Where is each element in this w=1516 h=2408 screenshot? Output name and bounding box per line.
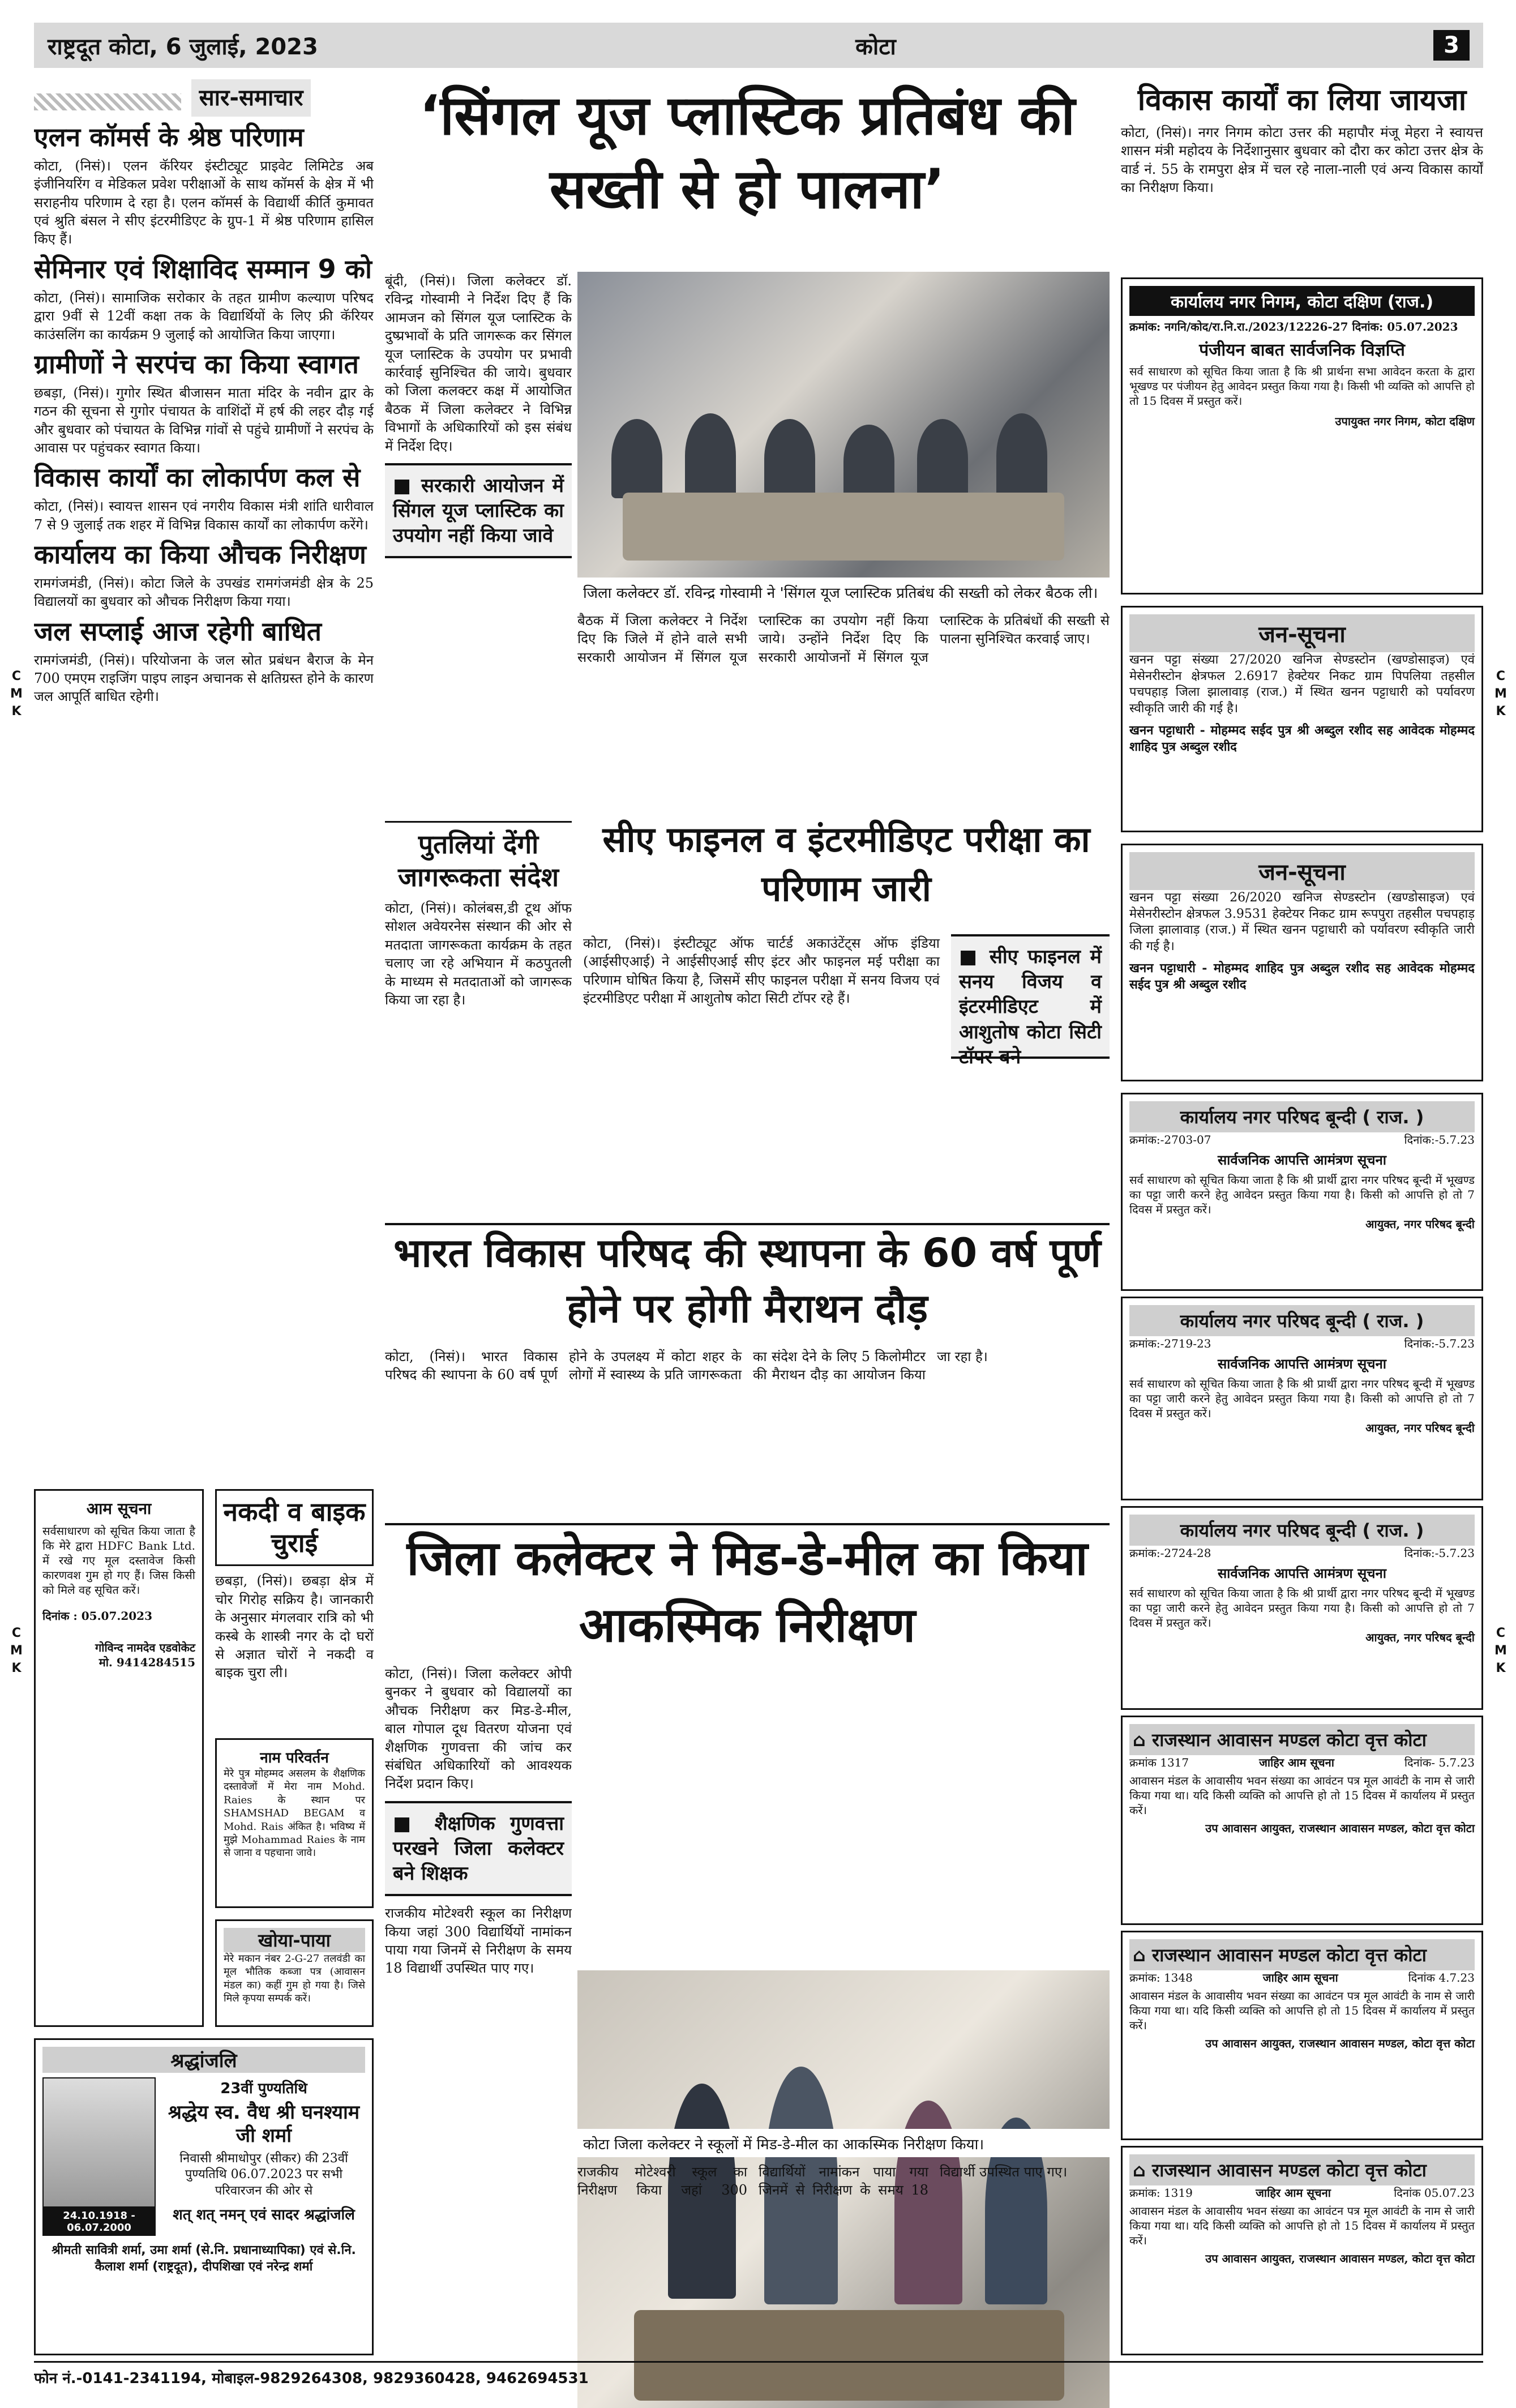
- lead-continue: [577, 611, 1110, 849]
- nigam-ref: क्रमांक: नगनि/कोद/रा.नि.रा./2023/12226-27 दिनांक: 05.07.2023: [1129, 320, 1458, 333]
- tribute-text: [162, 2077, 365, 2236]
- theft-story: [215, 1489, 374, 1727]
- brief-headline: कार्यालय का किया औचक निरीक्षण: [34, 539, 366, 570]
- avasan1-title: [1129, 1724, 1475, 1755]
- meeting-photo: [577, 272, 1110, 578]
- person-figure: [917, 419, 968, 498]
- lost-body: मेरे मकान नंबर 2-G-27 तलवंडी का मूल भौतिक कब्जा पत्र (आवासन मंडल का) कहीं गुम हो गया है। जिसे मिले कृपया सम्पर्क करें।: [224, 1953, 365, 2005]
- avasan2-sign: उप आवासन आयुक्त, राजस्थान आवासन मण्डल, कोटा वृत्त कोटा: [1205, 2037, 1475, 2050]
- name-change-box: [215, 1738, 374, 1908]
- lead-pullquote-text: सरकारी आयोजन में सिंगल यूज प्लास्टिक का उपयोग नहीं किया जावे: [393, 474, 564, 548]
- bundi2-body: सर्व साधारण को सूचित किया जाता है कि श्री प्रार्थी द्वारा नगर परिषद बून्दी में भूखण्ड का पट्टा जारी करने हेतु आवेदन प्रस्तुत किया गया है। किसी को आपत्ति हो तो 7 दिवस में प्रस्तुत करें।: [1129, 1377, 1475, 1420]
- ca-pullquote-text: सीए फाइनल में सनय विजय व इंटरमीडिएट में आशुतोष कोटा सिटी टॉपर बने: [959, 946, 1102, 1068]
- avasan1-sign: उप आवासन आयुक्त, राजस्थान आवासन मण्डल, कोटा वृत्त कोटा: [1205, 1821, 1475, 1835]
- mdm-pullquote-text: शैक्षणिक गुणवत्ता परखने जिला कलेक्टर बने शिक्षक: [393, 1812, 564, 1885]
- mdm-more: राजकीय मोटेश्वरी स्कूल का निरीक्षण किया जहां 300 विद्यार्थियों नामांकन पाया गया जिनमें से निरीक्षण के समय 18 विद्यार्थी उपस्थित पाए गए।: [385, 1905, 572, 1977]
- brief-headline: सेमिनार एवं शिक्षाविद सम्मान 9 को: [34, 253, 372, 284]
- lead-pullquote: [385, 463, 572, 559]
- ca-story: [583, 934, 1110, 1206]
- avasan1-sub: जाहिर आम सूचना: [1259, 1756, 1334, 1769]
- nigam-title: कार्यालय नगर निगम, कोटा दक्षिण (राज.): [1129, 286, 1475, 316]
- public-notice-box: [34, 1489, 204, 2027]
- mdm-body: कोटा, (निसं)। जिला कलेक्टर ओपी बुनकर ने बुधवार को विद्यालयों का औचक निरीक्षण कर मिड-डे-मील, बाल गोपाल दूध वितरण योजना एवं शैक्षणिक गुणवत्ता की जांच कर संबंधित अधिकारियों को आवश्यक निर्देश प्रदान किए।: [385, 1666, 572, 1792]
- avasan-notice-2: [1121, 1931, 1483, 2140]
- notice-title: आम सूचना: [86, 1499, 152, 1518]
- ca-pullquote: [951, 934, 1110, 1068]
- brief-body: रामगंजमंडी, (निसं)। कोटा जिले के उपखंड रामगंजमंडी क्षेत्र के 25 विद्यालयों का बुधवार को औचक निरीक्षण किया गया।: [34, 575, 374, 610]
- house-icon: ⌂: [1133, 1944, 1153, 1966]
- avasan2-sub: जाहिर आम सूचना: [1262, 1971, 1338, 1984]
- jan2-title: जन-सूचना: [1129, 852, 1475, 890]
- portrait-photo: [42, 2077, 156, 2208]
- brief-headline: ग्रामीणों ने सरपंच का किया स्वागत: [34, 348, 359, 379]
- marathon-body: कोटा, (निसं)। भारत विकास परिषद की स्थापना के 60 वर्ष पूर्ण होने के उपलक्ष्य में कोटा शहर के लोगों में स्वास्थ्य के प्रति जागरूकता का संदेश देने के लिए 5 किलोमीटर की मैराथन दौड़ का आयोजन किया जा रहा है।: [385, 1349, 988, 1383]
- bundi3-title: कार्यालय नगर परिषद बून्दी ( राज. ): [1129, 1515, 1475, 1546]
- nigam-sub: पंजीयन बाबत सार्वजनिक विज्ञप्ति: [1199, 340, 1405, 360]
- avasan2-title-text: राजस्थान आवासन मण्डल कोटा वृत्त कोटा: [1152, 1944, 1427, 1966]
- bundi2-sub: सार्वजनिक आपत्ति आमंत्रण सूचना: [1217, 1356, 1387, 1372]
- tribute-body: निवासी श्रीमाधोपुर (सीकर) की 23वीं पुण्यतिथि 06.07.2023 पर सभी परिवारजन की ओर से: [179, 2151, 348, 2198]
- puppet-story: [385, 815, 572, 1206]
- notice-mobile: मो. 9414284515: [99, 1656, 195, 1669]
- person-figure: [611, 419, 662, 498]
- brief-4: [34, 463, 374, 534]
- avasan3-no: क्रमांक: 1319: [1129, 2186, 1193, 2200]
- notice-name: गोविन्द नामदेव एडवोकेट: [95, 1641, 195, 1654]
- notice-body: सर्वसाधारण को सूचित किया जाता है कि मेरे द्वारा HDFC Bank Ltd. में रखे गए मूल दस्तावेज किसी कारणवश गुम हो गए हैं। जिस किसी को मिले वह सूचित करें।: [42, 1524, 195, 1597]
- tribute-name: श्रद्धेय स्व. वैध श्री घनश्याम जी शर्मा: [168, 2101, 360, 2147]
- puppet-body: कोटा, (निसं)। कोलंबस,डी टूथ ऑफ सोशल अवेयरनेस संस्थान की ओर से मतदाता जागरूकता कार्यक्रम के तहत चलाए जा रहे अभियान में कठपुतली के माध्यम से मतदाताओं को जागरूक किया जा रहा है।: [385, 900, 572, 1008]
- bundi2-title: कार्यालय नगर परिषद बून्दी ( राज. ): [1129, 1305, 1475, 1336]
- mdm-more-col: राजकीय मोटेश्वरी स्कूल का निरीक्षण किया जहां 300 विद्यार्थियों नामांकन पाया गया जिनमें से निरीक्षण के समय 18 विद्यार्थी उपस्थित पाए गए।: [577, 2164, 1068, 2199]
- vikas-headline: विकास कार्यों का लिया जायजा: [1137, 83, 1467, 117]
- mdm-pullquote: [385, 1801, 572, 1897]
- brief-headline: एलन कॉमर्स के श्रेष्ठ परिणाम: [34, 122, 304, 152]
- avasan3-title-text: राजस्थान आवासन मण्डल कोटा वृत्त कोटा: [1152, 2159, 1427, 2181]
- ca-body: कोटा, (निसं)। इंस्टीट्यूट ऑफ चार्टर्ड अकाउंटेंट्स ऑफ इंडिया (आईसीएआई) ने आईसीएआई सीए इंटर और फाइनल मई परीक्षा का परिणाम घोषित किया है, जिसमें सीए फाइनल परीक्षा में सनय विजय एवं इंटरमीडिएट परीक्षा में आशुतोष कोटा सिटी टॉपर रहे हैं।: [583, 935, 940, 1007]
- tribute-row: [42, 2077, 365, 2236]
- marathon-headline: भारत विकास परिषद की स्थापना के 60 वर्ष पूर्ण होने पर होगी मैराथन दौड़: [385, 1223, 1110, 1342]
- avasan-notice-3: [1121, 2146, 1483, 2355]
- meeting-table: [623, 493, 1064, 561]
- brief-body: रामगंजमंडी, (निसं)। परियोजना के जल स्रोत प्रबंधन बैराज के मेन 700 एमएम राइजिंग पाइप लाइन अचानक से क्षतिग्रस्त होने के कारण जल आपूर्ति बाधित रहेगी।: [34, 652, 374, 705]
- lead-headline: ‘सिंगल यूज प्लास्टिक प्रतिबंध की सख्ती से हो पालना’: [419, 84, 1076, 221]
- house-icon: ⌂: [1133, 2159, 1153, 2181]
- nigam-body: सर्व साधारण को सूचित किया जाता है कि श्री प्रार्थना सभा आवेदन करता के द्वारा भूखण्ड पर पंजीयन हेतु आवेदन प्रस्तुत किया गया है। किसी भी व्यक्ति को आपत्ति हो तो 15 दिवस में प्रस्तुत करें।: [1129, 365, 1475, 408]
- avasan2-title: [1129, 1939, 1475, 1970]
- jan1-title: जन-सूचना: [1129, 614, 1475, 652]
- mdm-story: [385, 1665, 572, 2355]
- brief-body: छबड़ा, (निसं)। गुगोर स्थित बीजासन माता मंदिर के नवीन द्वार के गठन की सूचना से गुगोर पंचायत के वाशिंदों में हर्ष की लहर दौड़ गई और बुधवार को पंचायत के विभिन्न गांवों से पहुंचे ग्रामीणों ने सरपंच के आवास पर पहुंचकर स्वागत किया।: [34, 384, 374, 456]
- person-figure: [685, 413, 736, 498]
- section-hatch: [34, 93, 181, 110]
- page-footer: फोन नं.-0141-2341194, मोबाइल-9829264308, 9829360428, 9462694531: [34, 2361, 1483, 2389]
- bundi-notice-1: [1121, 1093, 1483, 1291]
- bundi1-body: सर्व साधारण को सूचित किया जाता है कि श्री प्रार्थी द्वारा नगर परिषद बून्दी में भूखण्ड का पट्टा जारी करने हेतु आवेदन प्रस्तुत किया गया है। किसी को आपत्ति हो तो 7 दिवस में प्रस्तुत करें।: [1129, 1173, 1475, 1216]
- tribute-family: श्रीमती सावित्री शर्मा, उमा शर्मा (से.नि. प्रधानाध्यापिका) एवं से.नि. कैलाश शर्मा (राष्ट्रदूत), दीपशिखा एवं नरेन्द्र शर्मा: [52, 2243, 356, 2274]
- jan1-body: खनन पट्टा संख्या 27/2020 खनिज सेण्डस्टोन (खण्डोसाइज) एवं मेसेनरीस्टोन क्षेत्रफल 2.6917 हेक्टेयर निकट ग्राम पिपलिया तहसील पचपहाड़ जिला झालावाड़ (राज.) में स्थित खनन पट्टाधारी को पर्यावरण स्वीकृति जारी की गई है।: [1129, 653, 1475, 716]
- mdm-caption: कोटा जिला कलेक्टर ने स्कूलों में मिड-डे-मील का आकस्मिक निरीक्षण किया।: [577, 2129, 1110, 2157]
- jan1-holder: खनन पट्टाधारी - मोहम्मद सईद पुत्र श्री अब्दुल रशीद सह आवेदक मोहम्मद शाहिद पुत्र अब्दुल रशीद: [1129, 723, 1475, 754]
- left-news-column: [34, 79, 374, 1478]
- avasan-notice-1: [1121, 1716, 1483, 1925]
- avasan3-sub: जाहिर आम सूचना: [1256, 2186, 1331, 2200]
- bundi3-sub: सार्वजनिक आपत्ति आमंत्रण सूचना: [1217, 1566, 1387, 1581]
- brief-5: [34, 540, 374, 611]
- bundi1-meta: [1129, 1132, 1475, 1147]
- brief-6: [34, 617, 374, 706]
- person-figure: [996, 413, 1047, 498]
- name-change-title: नाम परिवर्तन: [260, 1750, 329, 1767]
- mdm-continue: [577, 2163, 1110, 2355]
- bundi1-sign: आयुक्त, नगर परिषद बून्दी: [1365, 1217, 1475, 1231]
- brief-2: [34, 254, 374, 344]
- cmk-mark-right-top: C M K: [1494, 669, 1507, 718]
- lead-more: बैठक में जिला कलेक्टर ने निर्देश दिए कि जिले में होने वाले सभी सरकारी आयोजन में सिंगल यूज प्लास्टिक का उपयोग नहीं किया जाये। उन्होंने निर्देश दिए कि सरकारी आयोजनों में सिंगल यूज प्लास्टिक के प्रतिबंधों की सख्ती से पालना सुनिश्चित करवाई जाए।: [577, 613, 1110, 665]
- avasan3-body: आवासन मंडल के आवासीय भवन संख्या का आवंटन पत्र मूल आवंटी के नाम से जारी किया गया था। यदि किसी व्यक्ति को आपत्ति हो तो 15 दिवस में कार्यालय में प्रस्तुत करें।: [1129, 2204, 1475, 2247]
- theft-body: छबड़ा, (निसं)। छबड़ा क्षेत्र में चोर गिरोह सक्रिय है। जानकारी के अनुसार मंगलवार रात्रि को भी कस्बे के शास्त्री नगर के दो घरों से अज्ञात चोरों ने नकदी व बाइक चुरा ली।: [215, 1573, 374, 1681]
- nigam-notice: [1121, 277, 1483, 594]
- avasan2-no: क्रमांक: 1348: [1129, 1971, 1193, 1984]
- avasan3-date: दिनांक 05.07.23: [1394, 2186, 1475, 2200]
- bundi2-no: क्रमांक:-2719-23: [1129, 1337, 1211, 1350]
- bundi2-sign: आयुक्त, नगर परिषद बून्दी: [1365, 1421, 1475, 1435]
- avasan1-title-text: राजस्थान आवासन मण्डल कोटा वृत्त कोटा: [1152, 1729, 1427, 1751]
- bundi3-date: दिनांक:-5.7.23: [1404, 1546, 1475, 1560]
- pull-marker-icon: ■: [393, 474, 422, 497]
- avasan2-meta: [1129, 1970, 1475, 1985]
- brief-headline: विकास कार्यों का लोकार्पण कल से: [34, 462, 361, 493]
- jan2-holder: खनन पट्टाधारी - मोहम्मद शाहिद पुत्र अब्दुल रशीद सह आवेदक मोहम्मद सईद पुत्र श्री अब्दुल रशीद: [1129, 961, 1475, 992]
- notice-date: दिनांक : 05.07.2023: [42, 1609, 153, 1623]
- bundi1-title: कार्यालय नगर परिषद बून्दी ( राज. ): [1129, 1101, 1475, 1132]
- bundi1-sub: सार्वजनिक आपत्ति आमंत्रण सूचना: [1217, 1152, 1387, 1168]
- page-number: 3: [1433, 30, 1470, 61]
- vikas-story: [1121, 79, 1483, 272]
- jan-suchna-1: [1121, 606, 1483, 832]
- avasan1-body: आवासन मंडल के आवासीय भवन संख्या का आवंटन पत्र मूल आवंटी के नाम से जारी किया गया था। यदि किसी व्यक्ति को आपत्ति हो तो 15 दिवस में कार्यालय में प्रस्तुत करें।: [1129, 1774, 1475, 1817]
- tribute-closing: शत् शत् नमन् एवं सादर श्रद्धांजलि: [173, 2206, 355, 2224]
- avasan1-date: दिनांक- 5.7.23: [1404, 1756, 1475, 1769]
- brief-headline: जल सप्लाई आज रहेगी बाधित: [34, 615, 322, 647]
- nigam-sign: उपायुक्त नगर निगम, कोटा दक्षिण: [1335, 414, 1475, 428]
- bundi2-meta: [1129, 1336, 1475, 1351]
- lead-body: बूंदी, (निसं)। जिला कलेक्टर डॉ. रविन्द्र गोस्वामी ने निर्देश दिए हैं कि आमजन को सिंगल यूज प्लास्टिक के दुष्प्रभावों के प्रति जागरूक कर सिंगल यूज प्लास्टिक के उपयोग पर प्रभावी कार्रवाई सुनिश्चित की जाये। बुधवार को जिला कलक्टर कक्ष में आयोजित बैठक में जिला कलेक्टर ने विभिन्न विभागों के अधिकारियों को इस संबंध में निर्देश दिए।: [385, 273, 572, 454]
- avasan1-no: क्रमांक 1317: [1129, 1756, 1189, 1769]
- divider: [385, 821, 572, 823]
- tribute-title: श्रद्धांजलि: [42, 2047, 365, 2073]
- bundi3-body: सर्व साधारण को सूचित किया जाता है कि श्री प्रार्थी द्वारा नगर परिषद बून्दी में भूखण्ड का पट्टा जारी करने हेतु आवेदन प्रस्तुत किया गया है। किसी को आपत्ति हो तो 7 दिवस में प्रस्तुत करें।: [1129, 1586, 1475, 1629]
- cmk-mark-left-bottom: C M K: [10, 1626, 23, 1675]
- vikas-body: कोटा, (निसं)। नगर निगम कोटा उत्तर की महापौर मंजू मेहरा ने स्वायत्त शासन मंत्री महोदय के निर्देशानुसार बुधवार को दौरा कर कोटा उत्तर क्षेत्र के वार्ड नं. 55 के रामपुरा क्षेत्र में चल रहे नाला-नाली एवं अन्य विकास कार्यों का निरीक्षण किया।: [1121, 124, 1483, 195]
- marathon-story: [385, 1348, 1110, 1517]
- tribute-photo-col: [42, 2077, 156, 2236]
- ca-headline: सीए फाइनल व इंटरमीडिएट परीक्षा का परिणाम जारी: [602, 819, 1090, 909]
- pull-marker-icon: ■: [959, 946, 990, 968]
- theft-head-box: [215, 1489, 374, 1566]
- avasan2-body: आवासन मंडल के आवासीय भवन संख्या का आवंटन पत्र मूल आवंटी के नाम से जारी किया गया था। यदि किसी व्यक्ति को आपत्ति हो तो 15 दिवस में कार्यालय में प्रस्तुत करें।: [1129, 1989, 1475, 2032]
- lead-caption: जिला कलेक्टर डॉ. रविन्द्र गोस्वामी ने 'सिंगल यूज प्लास्टिक प्रतिबंध की सख्ती को लेकर बैठक ली।: [577, 578, 1110, 606]
- person-figure: [764, 419, 815, 498]
- puppet-headline: पुतलियां देंगी जागरूकता संदेश: [398, 829, 559, 892]
- bundi3-no: क्रमांक:-2724-28: [1129, 1546, 1211, 1560]
- section-title: सार-समाचार: [191, 79, 311, 117]
- avasan3-sign: उप आवासन आयुक्त, राजस्थान आवासन मण्डल, कोटा वृत्त कोटा: [1205, 2252, 1475, 2265]
- lead-body-col: [385, 272, 572, 668]
- bundi-notice-2: [1121, 1297, 1483, 1500]
- tribute-box: [34, 2038, 374, 2355]
- header-city: कोटा: [855, 33, 896, 60]
- theft-headline: नकदी व बाइक चुराई: [223, 1496, 366, 1559]
- name-change-body: मेरे पुत्र मोहम्मद असलम के शैक्षणिक दस्तावेजों में मेरा नाम Mohd. Raies के स्थान पर SHAMSHAD BEGAM व Mohd. Rais अंकित है। भविष्य में मुझे Mohammad Raies के नाम से जाना व पहचाना जावे।: [224, 1768, 365, 1859]
- avasan3-title: [1129, 2154, 1475, 2185]
- brief-body: कोटा, (निसं)। एलन कॅरियर इंस्टीट्यूट प्राइवेट लिमिटेड अब इंजीनियरिंग व मेडिकल प्रवेश परीक्षाओं के साथ कॉमर्स के क्षेत्र में भी सराहनीय परिणाम दे रहा है। एलन कॉमर्स के विद्यार्थी कीर्ति कुमावत एवं श्रुति बंसल ने सीए इंटरमीडिएट के ग्रुप-1 में श्रेष्ठ परिणाम हासिल किए हैं।: [34, 157, 374, 247]
- brief-body: कोटा, (निसं)। स्वायत्त शासन एवं नगरीय विकास मंत्री शांति धारीवाल 7 से 9 जुलाई तक शहर में विभिन्न विकास कार्यों का लोकार्पण करेंगे।: [34, 498, 374, 533]
- house-icon: ⌂: [1133, 1729, 1153, 1751]
- bundi1-no: क्रमांक:-2703-07: [1129, 1133, 1211, 1147]
- bundi1-date: दिनांक:-5.7.23: [1404, 1133, 1475, 1147]
- bundi-notice-3: [1121, 1506, 1483, 1710]
- cmk-mark-left-top: C M K: [10, 669, 23, 718]
- brief-body: कोटा, (निसं)। सामाजिक सरोकार के तहत ग्रामीण कल्याण परिषद द्वारा 9वीं से 12वीं कक्षा तक के विद्यार्थियों के लिए फ्री कॅरियर काउंसलिंग का कार्यक्रम 9 जुलाई को आयोजित किया जाएगा।: [34, 289, 374, 343]
- pull-marker-icon: ■: [393, 1812, 435, 1835]
- cmk-mark-right-bottom: C M K: [1494, 1626, 1507, 1675]
- mdm-headline: जिला कलेक्टर ने मिड-डे-मील का किया आकस्मिक निरीक्षण: [385, 1523, 1110, 1659]
- bundi2-date: दिनांक:-5.7.23: [1404, 1337, 1475, 1350]
- bundi3-sign: आयुक्त, नगर परिषद बून्दी: [1365, 1631, 1475, 1644]
- jan-suchna-2: [1121, 844, 1483, 1081]
- avasan3-meta: [1129, 2185, 1475, 2200]
- tribute-dates: 24.10.1918 - 06.07.2000: [42, 2208, 156, 2236]
- tribute-anniv: 23वीं पुण्यतिथि: [220, 2080, 307, 2097]
- avasan1-meta: [1129, 1755, 1475, 1770]
- avasan2-date: दिनांक 4.7.23: [1408, 1971, 1475, 1984]
- jan2-body: खनन पट्टा संख्या 26/2020 खनिज सेण्डस्टोन (खण्डोसाइज) एवं मेसेनरीस्टोन क्षेत्रफल 3.9531 हेक्टेयर निकट ग्राम रूपपुरा तहसील पचपहाड़ जिला झालावाड़ (राज.) में स्थित खनन पट्टाधारी को पर्यावरण स्वीकृति जारी की गई है।: [1129, 891, 1475, 953]
- header-date: राष्ट्रदूत कोटा, 6 जुलाई, 2023: [48, 33, 318, 60]
- page-header: [34, 23, 1483, 68]
- bundi3-meta: [1129, 1546, 1475, 1560]
- lost-title: खोया-पाया: [224, 1928, 365, 1952]
- lost-found-box: [215, 1919, 374, 2027]
- brief-1: [34, 122, 374, 249]
- brief-3: [34, 349, 374, 457]
- person-figure: [843, 425, 894, 498]
